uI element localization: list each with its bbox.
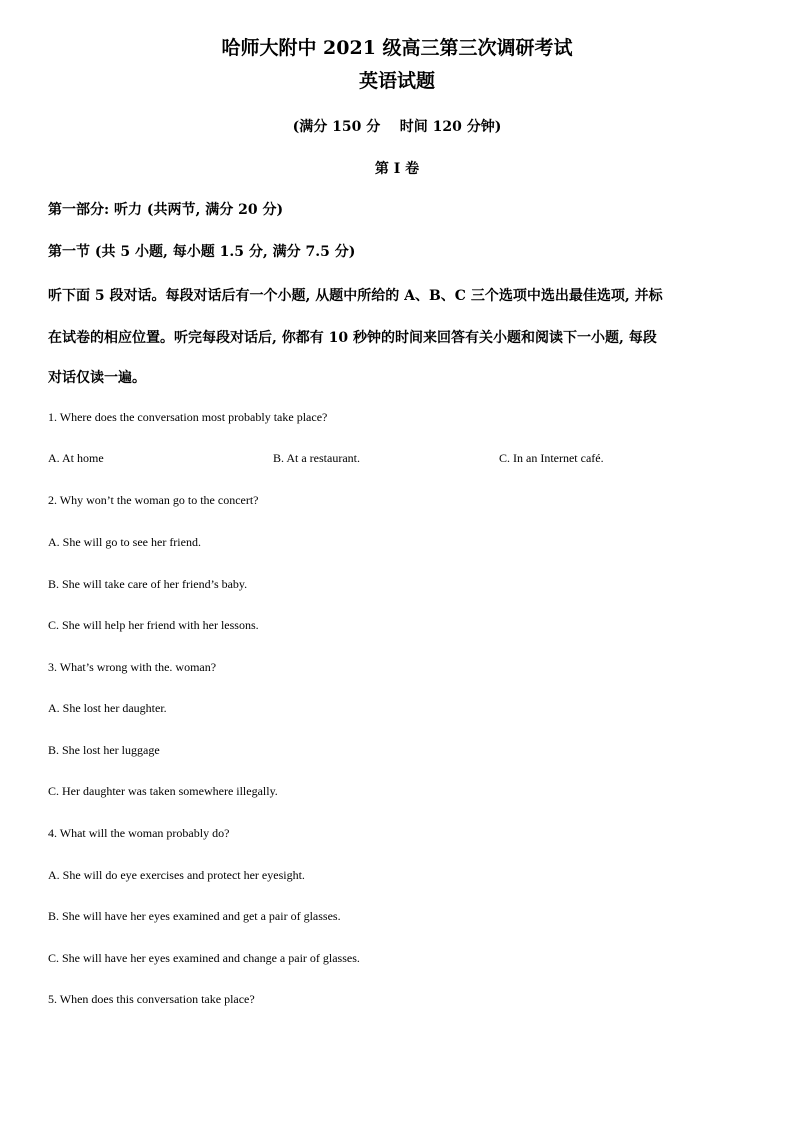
question-stem: 5. When does this conversation take place? [48,992,255,1006]
score-time-info: (满分 150 分 时间 120 分钟) [292,119,502,135]
option-a: A. She will do eye exercises and protect her eyesight. [48,868,305,882]
question-stem: 3. What’s wrong with the. woman? [48,660,217,674]
question-stem: 4. What will the woman probably do? [48,826,230,840]
option-c: C. Her daughter was taken somewhere illegally. [48,784,278,798]
option-b: B. At a restaurant. [273,451,360,465]
option-b: B. She will have her eyes examined and get a pair of glasses. [48,909,341,923]
instructions-line: 对话仅读一遍。 [48,370,146,386]
exam-subject-title: 英语试题 [358,70,435,92]
part-heading: 第一部分: 听力 (共两节, 满分 20 分) [48,202,284,218]
option-a: A. She lost her daughter. [48,701,167,715]
option-b: B. She will take care of her friend’s baby. [48,577,248,591]
option-c: C. She will help her friend with her lessons. [48,618,259,632]
subsection-heading: 第一节 (共 5 小题, 每小题 1.5 分, 满分 7.5 分) [48,244,356,260]
option-c: C. She will have her eyes examined and change a pair of glasses. [48,951,360,965]
volume-label: 第 I 卷 [374,161,420,177]
question-stem: 1. Where does the conversation most probably take place? [48,410,328,424]
option-a: A. At home [48,451,104,465]
instructions-line: 在试卷的相应位置。听完每段对话后, 你都有 10 秒钟的时间来回答有关小题和阅读下一小题, 每段 [48,330,657,346]
question-stem: 2. Why won’t the woman go to the concert? [48,493,259,507]
instructions-line: 听下面 5 段对话。每段对话后有一个小题, 从题中所给的 A、B、C 三个选项中选出最佳选项, 并标 [48,288,663,304]
option-c: C. In an Internet café. [499,451,604,465]
option-a: A. She will go to see her friend. [48,535,201,549]
exam-title: 哈师大附中 2021 级高三第三次调研考试 [221,37,573,59]
option-b: B. She lost her luggage [48,743,160,757]
